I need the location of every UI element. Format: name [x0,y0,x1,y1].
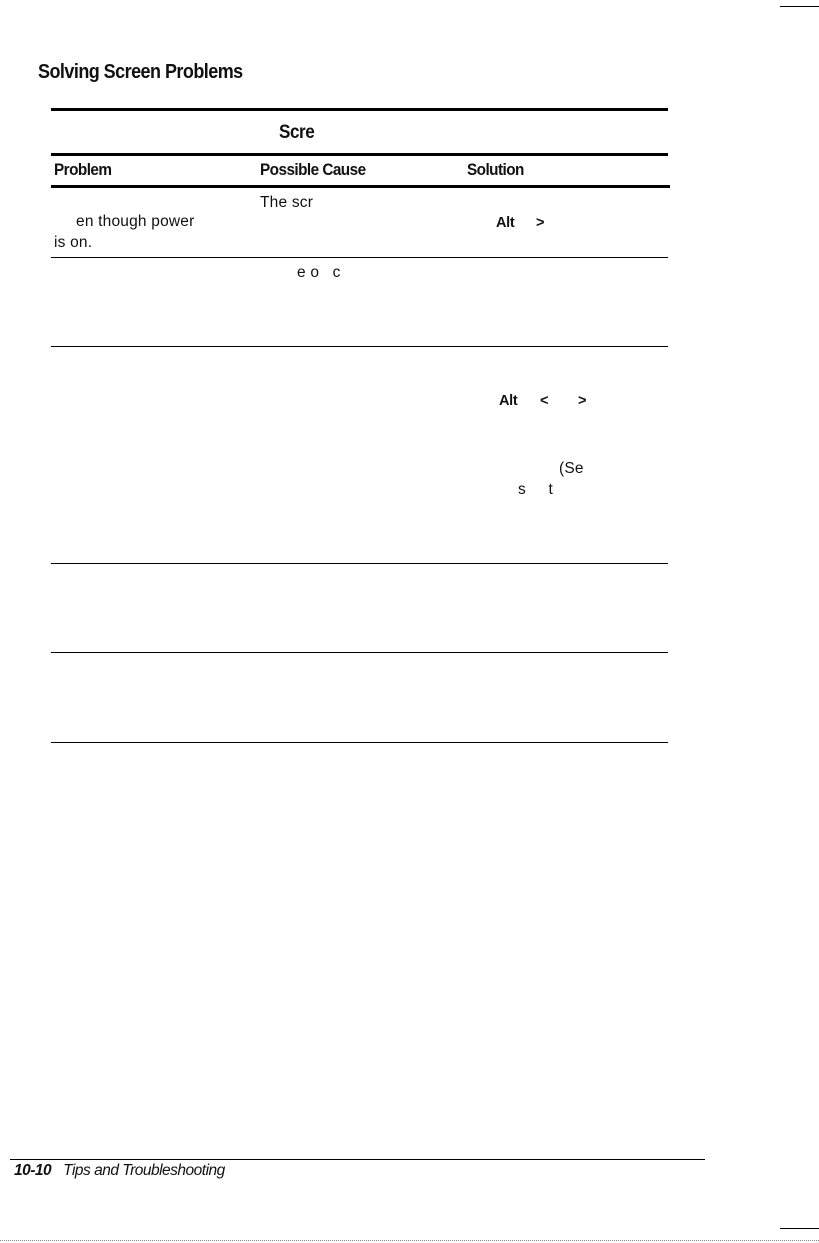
row3-bottom-rule [51,563,668,564]
row1-cause: The scr [260,194,314,211]
row3-solution-text1: (Se [559,460,584,477]
row5-bottom-rule [51,742,668,743]
header-bottom-rule [51,185,670,188]
row1-solution-key-greater: > [536,215,545,231]
caption-bottom-rule [51,153,668,156]
row3-solution-text2: s t [518,481,553,498]
row1-bottom-rule [51,257,668,258]
row2-cause: e o c [297,264,341,281]
page-number: 10-10 [14,1162,52,1179]
row1-problem-line1: en though power [76,213,195,230]
column-header-solution: Solution [467,160,524,179]
row3-solution-key-alt: Alt [499,393,518,409]
row3-solution-key-greater: > [578,393,587,409]
row1-solution-key-alt: Alt [496,215,515,231]
row4-bottom-rule [51,652,668,653]
page-footer [14,1162,225,1180]
section-title: Solving Screen Problems [38,61,243,83]
row2-bottom-rule [51,346,668,347]
table-top-rule [51,108,668,111]
bottom-edge-dots [0,1240,819,1241]
crop-mark-bottom-right [780,1228,819,1229]
row3-solution-key-less: < [540,393,549,409]
crop-mark-top-right [780,6,819,7]
column-header-cause: Possible Cause [260,160,366,179]
footer-rule [10,1159,705,1160]
column-header-problem: Problem [54,160,112,179]
chapter-title: Tips and Troubleshooting [63,1162,225,1179]
table-caption: Scre [279,122,315,143]
row1-problem-line2: is on. [54,234,93,251]
